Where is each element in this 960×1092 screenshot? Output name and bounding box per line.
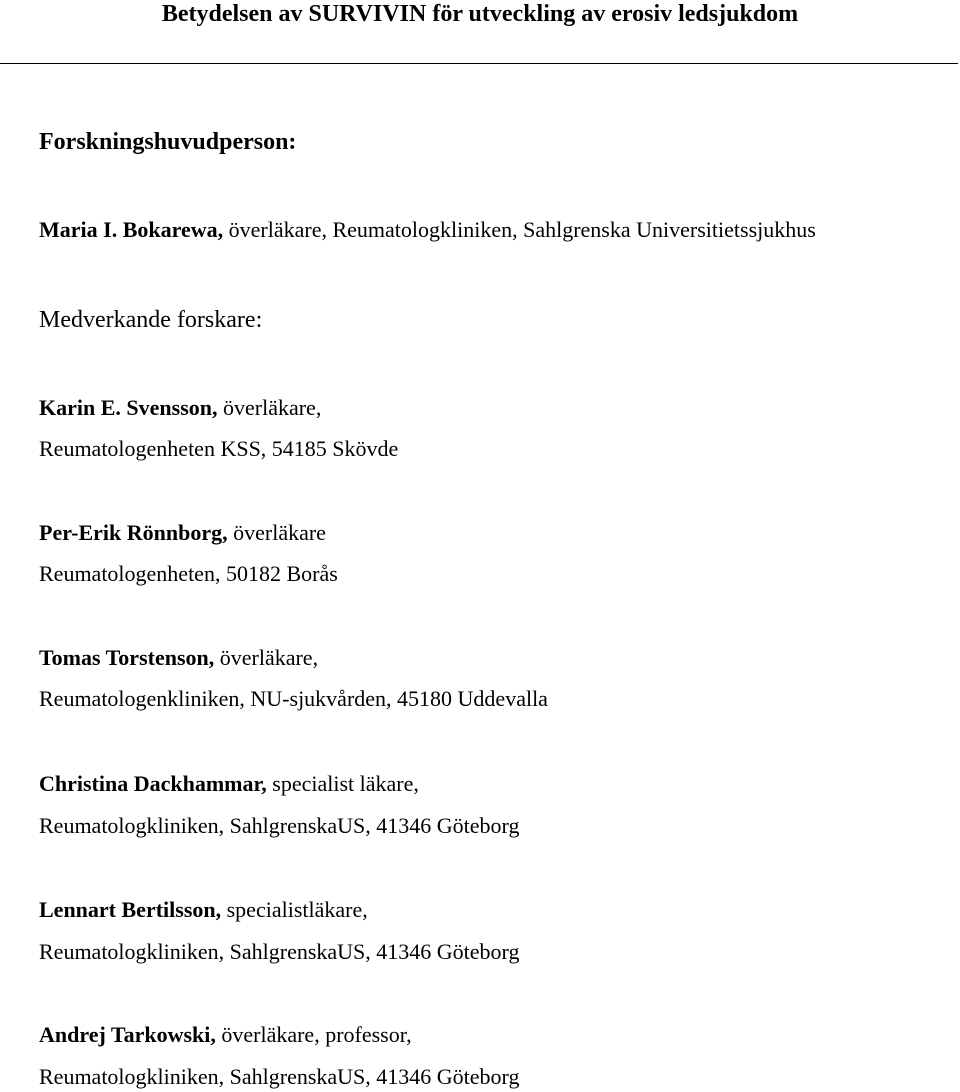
researcher-role: specialist läkare, bbox=[266, 771, 419, 796]
document-title: Betydelsen av SURVIVIN för utveckling av erosiv ledsjukdom bbox=[161, 1, 799, 27]
researcher-4-affiliation: Reumatologkliniken, SahlgrenskaUS, 41346 Göteborg bbox=[39, 813, 520, 838]
researcher-name: Per-Erik Rönnborg, bbox=[39, 520, 228, 545]
principal-details: överläkare, Reumatologkliniken, Sahlgrenska Universitietssjukhus bbox=[223, 217, 816, 242]
researcher-role: överläkare bbox=[227, 520, 326, 545]
researcher-2-affiliation: Reumatologenheten, 50182 Borås bbox=[39, 561, 338, 586]
researcher-role: specialistläkare, bbox=[221, 897, 368, 922]
principal-name: Maria I. Bokarewa, bbox=[39, 217, 224, 242]
researcher-name: Lennart Bertilsson, bbox=[39, 897, 222, 922]
principal-line bbox=[39, 217, 816, 243]
researcher-name: Tomas Torstenson, bbox=[39, 645, 215, 670]
researcher-1-line bbox=[39, 395, 321, 421]
researcher-6-affiliation: Reumatologkliniken, SahlgrenskaUS, 41346 Göteborg bbox=[39, 1064, 520, 1089]
researcher-5-line bbox=[39, 897, 368, 923]
researcher-name: Karin E. Svensson, bbox=[39, 395, 218, 420]
researcher-3-line bbox=[39, 645, 318, 671]
principal-heading: Forskningshuvudperson: bbox=[39, 129, 297, 155]
coresearchers-heading: Medverkande forskare: bbox=[39, 307, 263, 333]
researcher-role: överläkare, bbox=[214, 645, 319, 670]
researcher-6-line bbox=[39, 1022, 412, 1048]
researcher-name: Christina Dackhammar, bbox=[39, 771, 267, 796]
researcher-1-affiliation: Reumatologenheten KSS, 54185 Skövde bbox=[39, 436, 399, 461]
researcher-5-affiliation: Reumatologkliniken, SahlgrenskaUS, 41346 Göteborg bbox=[39, 939, 520, 964]
researcher-4-line bbox=[39, 771, 419, 797]
title-underline bbox=[0, 63, 958, 64]
researcher-role: överläkare, bbox=[217, 395, 322, 420]
researcher-role: överläkare, professor, bbox=[215, 1022, 412, 1047]
researcher-2-line bbox=[39, 520, 326, 546]
researcher-3-affiliation: Reumatologenkliniken, NU-sjukvården, 45180 Uddevalla bbox=[39, 686, 548, 711]
researcher-name: Andrej Tarkowski, bbox=[39, 1022, 216, 1047]
